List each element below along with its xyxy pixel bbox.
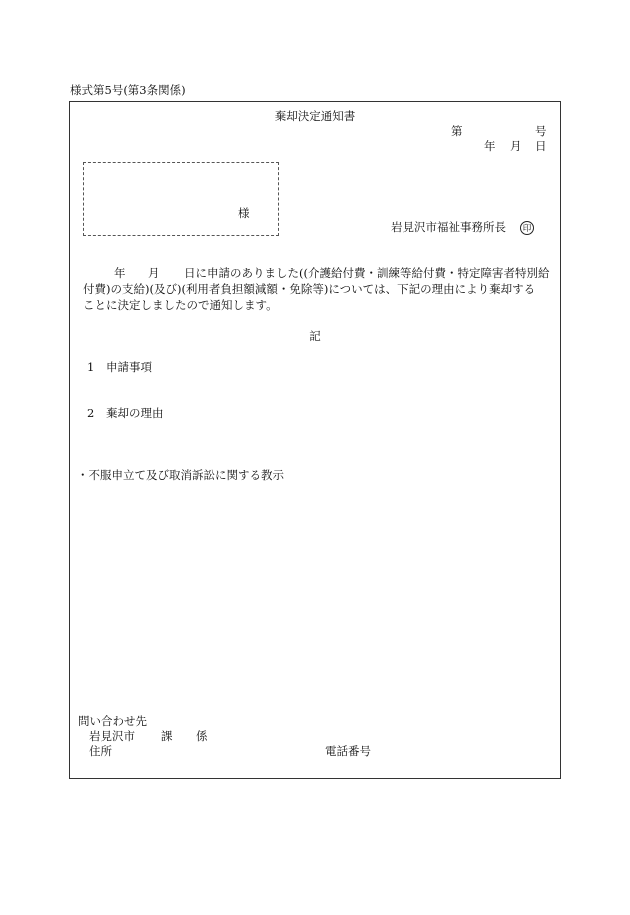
form-label: 様式第5号(第3条関係): [70, 83, 186, 97]
body-line-2: 付費)の支給)(及び)(利用者負担額減額・免除等)については、下記の理由により棄却する: [83, 282, 536, 296]
addressee-box: [83, 162, 279, 236]
item-1-label: 申請事項: [106, 360, 152, 374]
contact-kakari: 係: [196, 729, 208, 743]
issuer-name: 岩見沢市福祉事務所長: [391, 220, 506, 234]
document-title: 棄却決定通知書: [274, 109, 356, 123]
issue-date-year: 年: [484, 139, 496, 153]
body-line-1: 日に申請のありました((介護給付費・訓練等給付費・特定障害者特別給: [184, 266, 550, 280]
contact-city: 岩見沢市: [89, 729, 135, 743]
seal-icon: 印: [520, 221, 534, 235]
contact-address-label: 住所: [89, 744, 112, 758]
body-month: 月: [148, 266, 160, 280]
item-1-number: 1: [87, 360, 95, 374]
addressee-suffix: 様: [238, 206, 250, 220]
contact-phone-label: 電話番号: [325, 744, 371, 758]
ki-heading: 記: [309, 329, 321, 343]
issue-date-month: 月: [510, 139, 522, 153]
appeal-notice: ・不服申立て及び取消訴訟に関する教示: [77, 468, 284, 482]
item-2-label: 棄却の理由: [106, 406, 164, 420]
body-year: 年: [114, 266, 126, 280]
contact-ka: 課: [161, 729, 173, 743]
doc-number-suffix: 号: [535, 124, 547, 138]
doc-number-prefix: 第: [451, 124, 463, 138]
contact-heading: 問い合わせ先: [78, 714, 147, 728]
body-line-3: ことに決定しましたので通知します。: [83, 298, 278, 312]
issue-date-day: 日: [535, 139, 547, 153]
item-2-number: 2: [87, 406, 95, 420]
